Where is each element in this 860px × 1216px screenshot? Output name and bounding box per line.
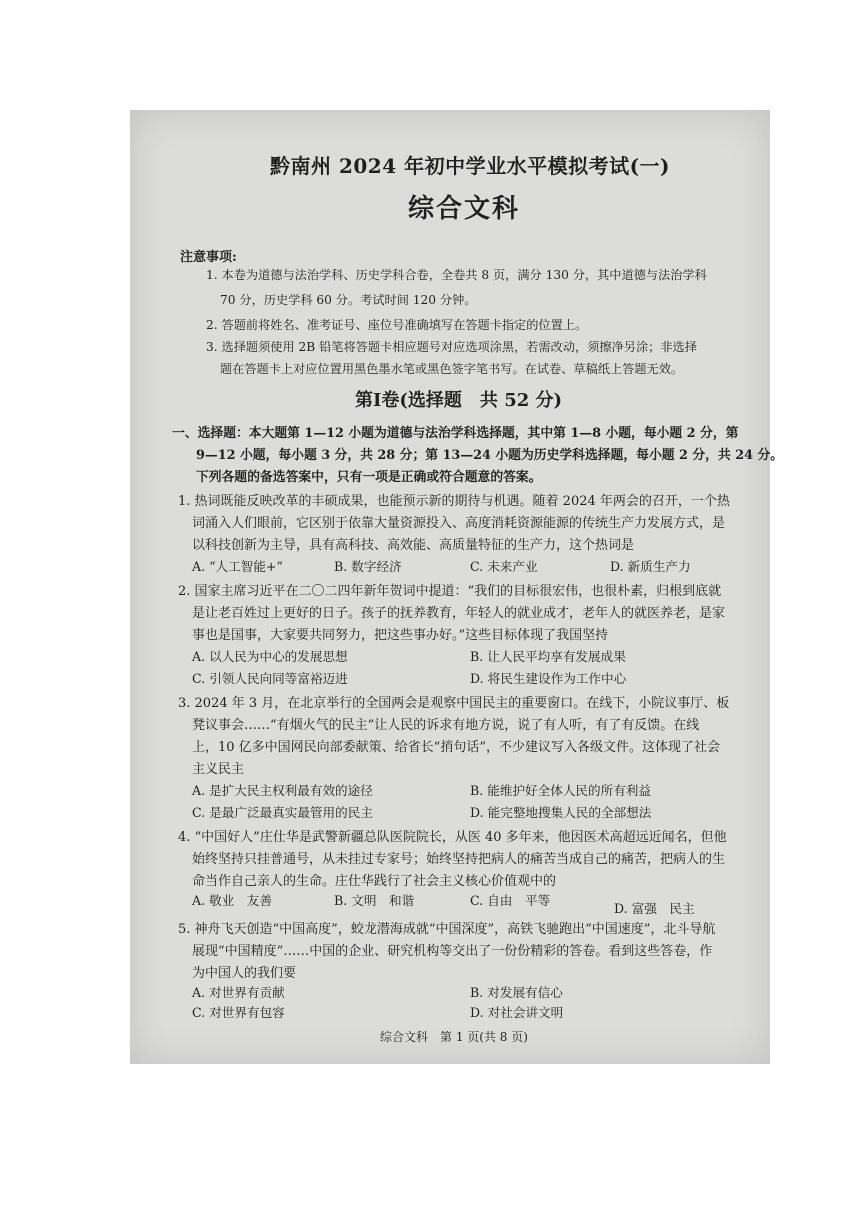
option-a: A. 是扩大民主权利最有效的途径 — [192, 783, 373, 798]
option-d: D. 能完整地搜集人民的全部想法 — [470, 805, 652, 820]
question-line: 以科技创新为主导，具有高科技、高效能、高质量特征的生产力，这个热词是 — [192, 538, 635, 553]
option-a: A. 以人民为中心的发展思想 — [192, 649, 348, 664]
question-line: 4. “中国好人”庄仕华是武警新疆总队医院院长，从医 40 多年来，他因医术高超远近闻名，但他 — [178, 830, 727, 845]
option-c: C. 对世界有包容 — [192, 1005, 285, 1020]
option-d: D. 新质生产力 — [610, 559, 691, 574]
option-b: B. 能维护好全体人民的所有利益 — [470, 783, 651, 798]
option-a: A. “人工智能+” — [192, 559, 283, 574]
notes-heading: 注意事项: — [180, 250, 237, 265]
option-a: A. 敬业 友善 — [192, 893, 273, 908]
question-line: 凳议事会……“有烟火气的民主”让人民的诉求有地方说，说了有人听，有了有反馈。在线 — [192, 718, 700, 733]
section-title: 第Ⅰ卷(选择题 共 52 分) — [355, 390, 563, 411]
option-b: B. 对发展有信心 — [470, 985, 563, 1000]
question-line: 2. 国家主席习近平在二〇二四年新年贺词中提道：“我们的目标很宏伟，也很朴素，归根到底就 — [178, 584, 722, 599]
option-d: D. 对社会讲文明 — [470, 1005, 564, 1020]
option-c: C. 引领人民向同等富裕迈进 — [192, 671, 348, 686]
option-b: B. 数字经济 — [334, 559, 402, 574]
question-line: 事也是国事，大家要共同努力，把这些事办好。”这些目标体现了我国坚持 — [192, 628, 609, 643]
question-line: 上，10 亿多中国网民向部委献策、给省长“捎句话”，不少建议写入各级文件。这体现了社会 — [192, 740, 720, 755]
question-line: 展现“中国精度”……中国的企业、研究机构等交出了一份份精彩的答卷。看到这些答卷，作 — [192, 944, 713, 959]
question-line: 为中国人的我们要 — [192, 966, 297, 981]
option-b: B. 让人民平均享有发展成果 — [470, 649, 626, 664]
question-line: 命当作自己亲人的生命。庄仕华践行了社会主义核心价值观中的 — [192, 874, 557, 889]
option-c: C. 是最广泛最真实最管用的民主 — [192, 805, 373, 820]
section-instructions: 一、选择题：本大题第 1—12 小题为道德与法治学科选择题，其中第 1—8 小题，每小题 2 分，第 — [172, 426, 739, 441]
question-line: 始终坚持只挂普通号，从未挂过专家号；始终坚持把病人的痛苦当成自己的痛苦，把病人的生 — [192, 852, 726, 867]
exam-title: 黔南州 2024 年初中学业水平模拟考试(一) — [270, 154, 671, 178]
note-line: 1. 本卷为道德与法治学科、历史学科合卷，全卷共 8 页，满分 130 分，其中道德与法治学科 — [206, 268, 707, 282]
option-c: C. 未来产业 — [470, 559, 538, 574]
question-line: 1. 热词既能反映改革的丰硕成果，也能预示新的期待与机遇。随着 2024 年两会的召开，一个热 — [178, 494, 730, 509]
question-line: 3. 2024 年 3 月，在北京举行的全国两会是观察中国民主的重要窗口。在线下，小院议事厅、板 — [178, 696, 730, 711]
note-line: 2. 答题前将姓名、准考证号、座位号准确填写在答题卡指定的位置上。 — [206, 318, 588, 332]
section-instructions: 9—12 小题，每小题 3 分，共 28 分；第 13—24 小题为历史学科选择题，每小题 2 分，共 24 分。 — [196, 448, 784, 463]
option-b: B. 文明 和谐 — [334, 893, 415, 908]
note-line: 70 分，历史学科 60 分。考试时间 120 分钟。 — [220, 293, 477, 307]
option-d: D. 富强 民主 — [614, 901, 695, 916]
note-line: 题在答题卡上对应位置用黑色墨水笔或黑色签字笔书写。在试卷、草稿纸上答题无效。 — [220, 362, 684, 376]
question-line: 是让老百姓过上更好的日子。孩子的抚养教育，年轻人的就业成才，老年人的就医养老，是家 — [192, 606, 726, 621]
page-footer: 综合文科 第 1 页(共 8 页) — [380, 1030, 528, 1044]
option-a: A. 对世界有贡献 — [192, 985, 285, 1000]
option-c: C. 自由 平等 — [470, 893, 551, 908]
note-line: 3. 选择题须使用 2B 铅笔将答题卡相应题号对应选项涂黑，若需改动，须擦净另涂；非选择 — [206, 340, 697, 354]
question-line: 主义民主 — [192, 762, 245, 777]
option-d: D. 将民生建设作为工作中心 — [470, 671, 627, 686]
subject-title: 综合文科 — [408, 194, 521, 224]
question-line: 5. 神舟飞天创造“中国高度”，蛟龙潜海成就“中国深度”，高铁飞驰跑出“中国速度”，北斗导航 — [178, 922, 716, 937]
question-line: 词涌入人们眼前，它区别于依靠大量资源投入、高度消耗资源能源的传统生产力发展方式，是 — [192, 516, 726, 531]
section-instructions: 下列各题的备选答案中，只有一项是正确或符合题意的答案。 — [196, 470, 542, 485]
